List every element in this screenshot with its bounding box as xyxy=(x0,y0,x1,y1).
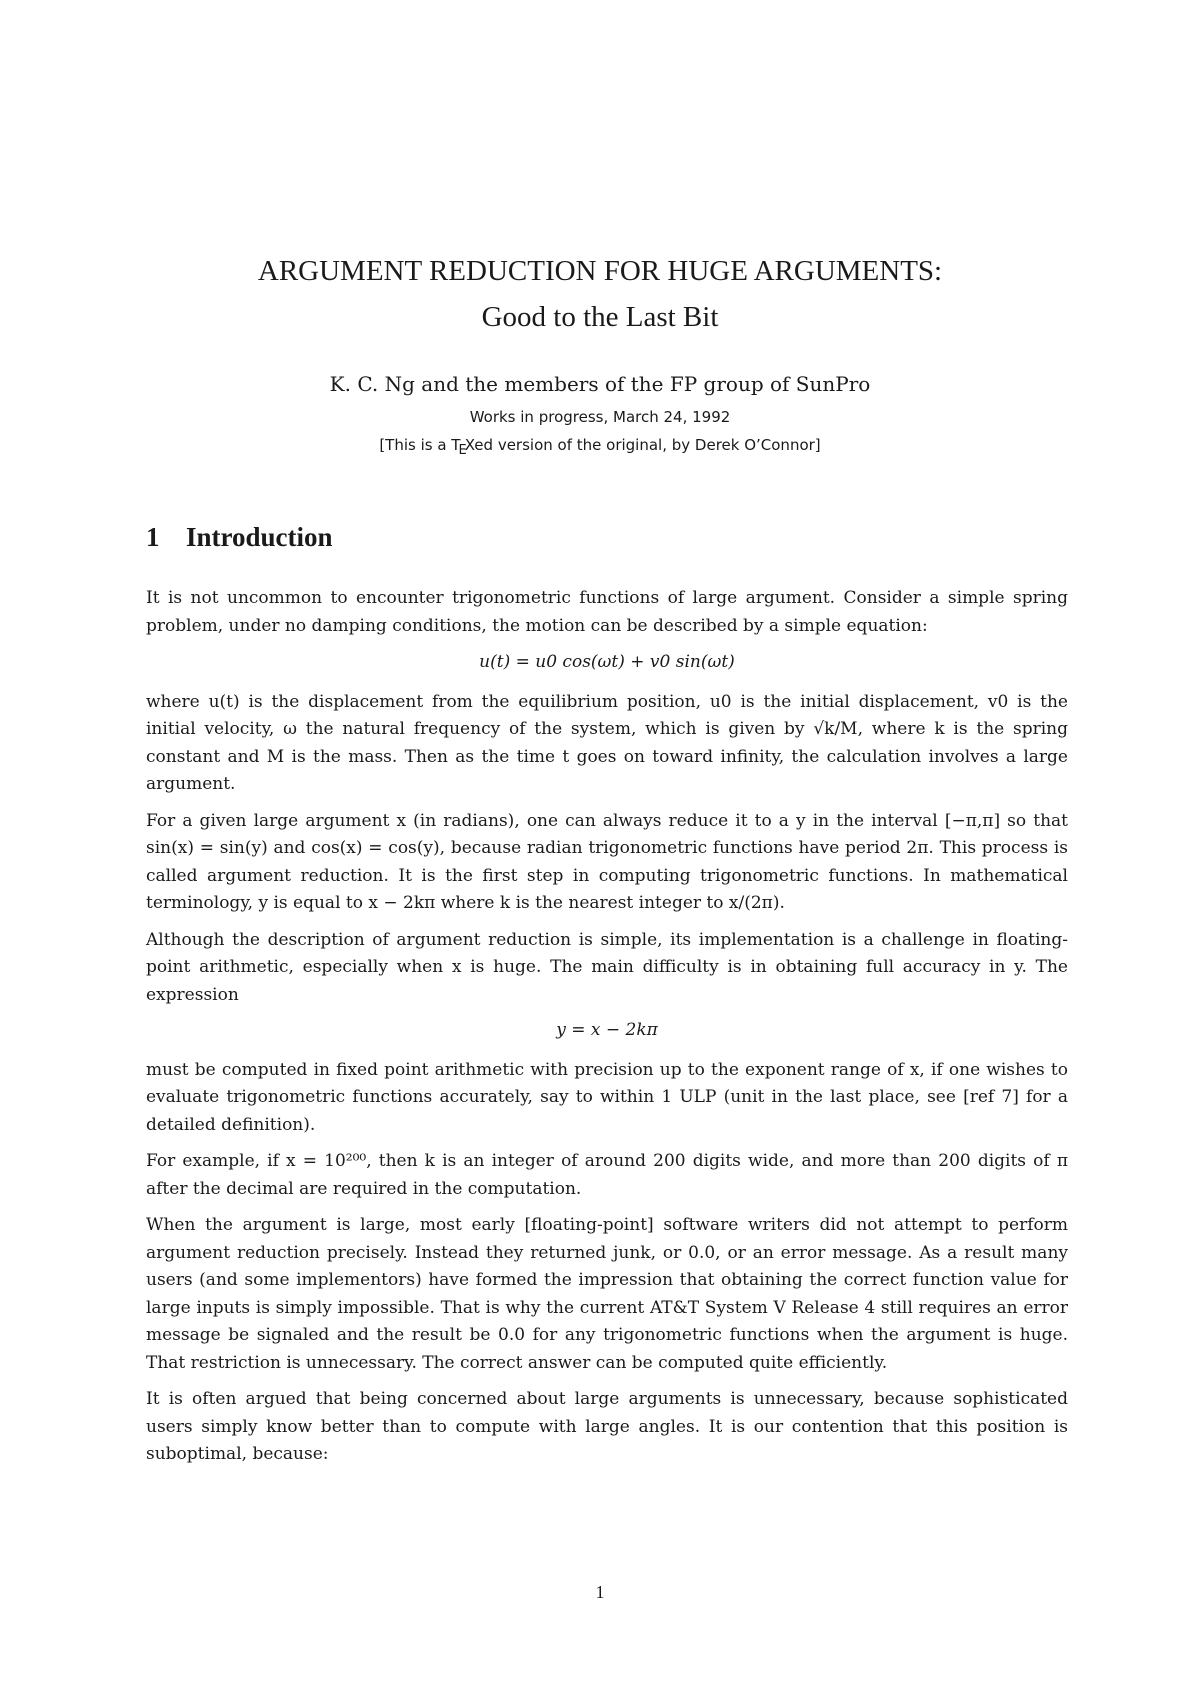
paragraph: When the argument is large, most early [floating-point] software writers did not attempt to perform argument reduction precisely. Instead they returned junk, or 0.0, or an error message. As a result many users (and some implementors) have formed the impression that obtaining the correct function value for large inputs is simply impossible. That is why the current AT&T System V Release 4 still requires an error message be signaled and the result be 0.0 for any trigonometric functions when the argument is huge. That restriction is unnecessary. The correct answer can be computed quite efficiently. xyxy=(146,1215,1068,1373)
tex-note xyxy=(0,436,1200,458)
equation-motion: u(t) = u0 cos(ωt) + v0 sin(ωt) xyxy=(479,652,735,672)
section-number: 1 xyxy=(146,522,160,552)
paragraph: where u(t) is the displacement from the equilibrium position, u0 is the initial displacement, v0 is the initial velocity, ω the natural frequency of the system, which is given by √k/M, where k is the spring constant and M is the mass. Then as the time t goes on toward infinity, the calculation involves a large argument. xyxy=(146,691,1068,794)
paper-title-line-1: ARGUMENT REDUCTION FOR HUGE ARGUMENTS: xyxy=(257,255,943,287)
tex-note-prefix: [This is a T xyxy=(379,436,461,454)
date-line: Works in progress, March 24, 1992 xyxy=(469,408,731,426)
section-title: Introduction xyxy=(186,522,333,552)
tex-note-suffix: Xed version of the original, by Derek O’Connor] xyxy=(464,436,821,454)
author-line: K. C. Ng and the members of the FP group of SunPro xyxy=(329,372,871,396)
equation-reduction: y = x − 2kπ xyxy=(556,1020,658,1040)
body-text xyxy=(146,585,1068,1478)
paragraph: For example, if x = 10²⁰⁰, then k is an integer of around 200 digits wide, and more than 200 digits of π after the decimal are required in the computation. xyxy=(146,1151,1068,1199)
page-number: 1 xyxy=(595,1582,605,1602)
paragraph: Although the description of argument reduction is simple, its implementation is a challenge in floating-point arithmetic, especially when x is huge. The main difficulty is in obtaining full accuracy in y. The expression xyxy=(146,929,1068,1005)
paper-title-line-2: Good to the Last Bit xyxy=(481,301,719,333)
section-heading xyxy=(146,522,333,553)
paragraph: It is not uncommon to encounter trigonometric functions of large argument. Consider a simple spring problem, under no damping conditions, the motion can be described by a simple equation: xyxy=(146,588,1068,636)
paragraph: For a given large argument x (in radians), one can always reduce it to a y in the interval [−π,π] so that sin(x) = sin(y) and cos(x) = cos(y), because radian trigonometric functions have period 2π. This process is called argument reduction. It is the first step in computing trigonometric functions. In mathematical terminology, y is equal to x − 2kπ where k is the nearest integer to x/(2π). xyxy=(146,810,1068,913)
tex-note-e: E xyxy=(458,443,467,458)
paragraph: must be computed in fixed point arithmetic with precision up to the exponent range of x, if one wishes to evaluate trigonometric functions accurately, say to within 1 ULP (unit in the last place, see [ref 7] for a detailed definition). xyxy=(146,1059,1068,1135)
paragraph: It is often argued that being concerned about large arguments is unnecessary, because sophisticated users simply know better than to compute with large angles. It is our contention that this position is suboptimal, because: xyxy=(146,1389,1068,1464)
